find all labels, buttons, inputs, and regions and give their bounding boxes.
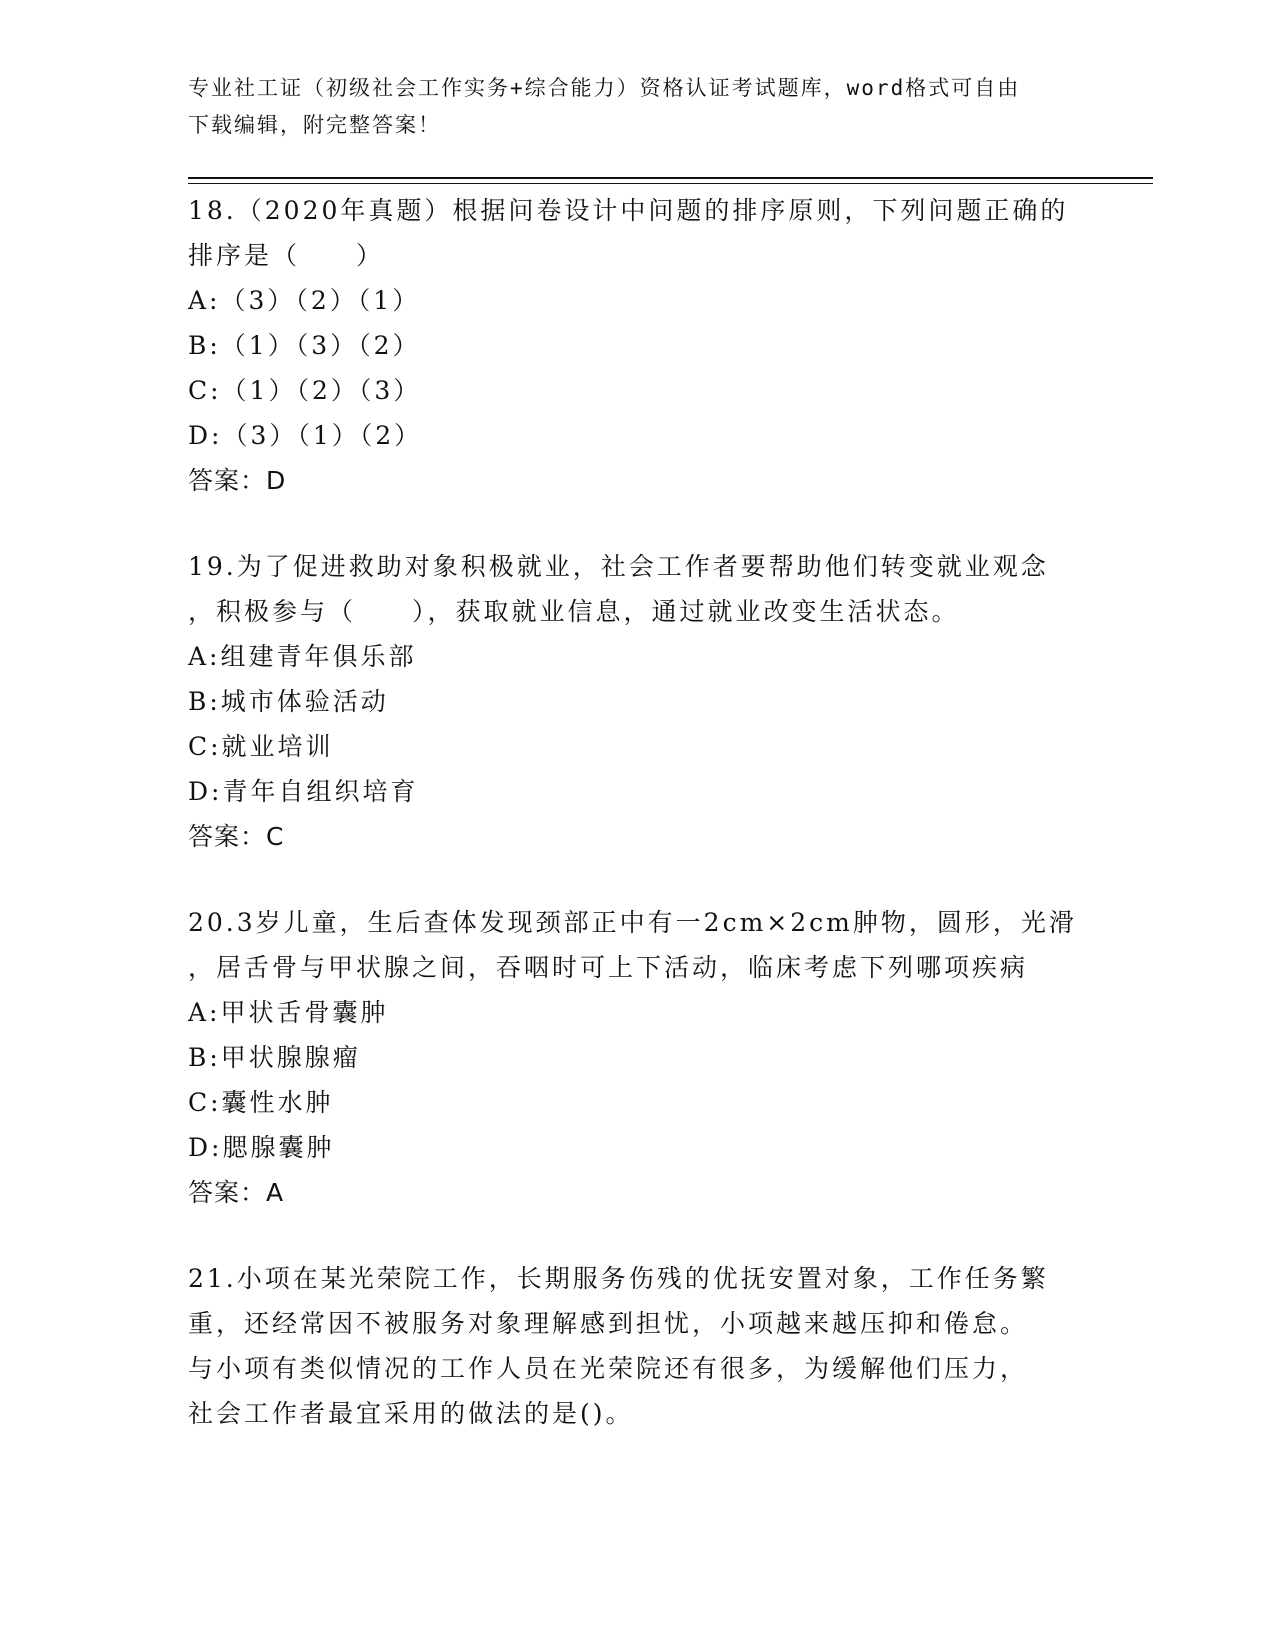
- question-text-line: 20.3岁儿童，生后查体发现颈部正中有一2cm×2cm肿物，圆形，光滑: [188, 908, 1077, 937]
- option-b: B:城市体验活动: [188, 687, 389, 716]
- option-c: C:就业培训: [188, 732, 334, 761]
- question-text-line: 18.（2020年真题）根据问卷设计中问题的排序原则，下列问题正确的: [188, 196, 1069, 225]
- answer-line: 答案：A: [188, 1178, 285, 1207]
- header-line-1: 专业社工证（初级社会工作实务+综合能力）资格认证考试题库，word格式可自由: [188, 76, 1021, 100]
- question-18: [188, 188, 1088, 503]
- option-d: D:青年自组织培育: [188, 777, 419, 806]
- option-d: D:腮腺囊肿: [188, 1133, 335, 1162]
- header-line-2: 下载编辑，附完整答案！: [188, 113, 441, 137]
- question-text-line: 与小项有类似情况的工作人员在光荣院还有很多，为缓解他们压力，: [188, 1354, 1029, 1383]
- option-a: A:（3）（2）（1）: [188, 286, 421, 315]
- header-rule-thin: [188, 183, 1153, 184]
- option-b: B:（1）（3）（2）: [188, 331, 421, 360]
- question-text-line: 社会工作者最宜采用的做法的是()。: [188, 1399, 634, 1428]
- option-c: C:（1）（2）（3）: [188, 376, 422, 405]
- option-c: C:囊性水肿: [188, 1088, 334, 1117]
- question-text-line: 排序是（ ）: [188, 241, 385, 270]
- option-a: A:组建青年俱乐部: [188, 642, 417, 671]
- question-text-line: 重，还经常因不被服务对象理解感到担忧，小项越来越压抑和倦怠。: [188, 1309, 1029, 1338]
- answer-line: 答案：D: [188, 466, 287, 495]
- option-a: A:甲状舌骨囊肿: [188, 998, 389, 1027]
- answer-line: 答案：C: [188, 822, 285, 851]
- question-19: [188, 544, 1088, 859]
- option-d: D:（3）（1）（2）: [188, 421, 423, 450]
- header-rule-thick: [188, 177, 1153, 179]
- question-text-line: ，居舌骨与甲状腺之间，吞咽时可上下活动，临床考虑下列哪项疾病: [188, 953, 1029, 982]
- page-header: [188, 70, 1088, 144]
- question-21: [188, 1256, 1088, 1436]
- option-b: B:甲状腺腺瘤: [188, 1043, 361, 1072]
- question-text-line: ，积极参与（ ），获取就业信息，通过就业改变生活状态。: [188, 597, 960, 626]
- question-list: [188, 188, 1088, 1477]
- question-text-line: 21.小项在某光荣院工作，长期服务伤残的优抚安置对象，工作任务繁: [188, 1264, 1049, 1293]
- question-20: [188, 900, 1088, 1215]
- question-text-line: 19.为了促进救助对象积极就业，社会工作者要帮助他们转变就业观念: [188, 552, 1049, 581]
